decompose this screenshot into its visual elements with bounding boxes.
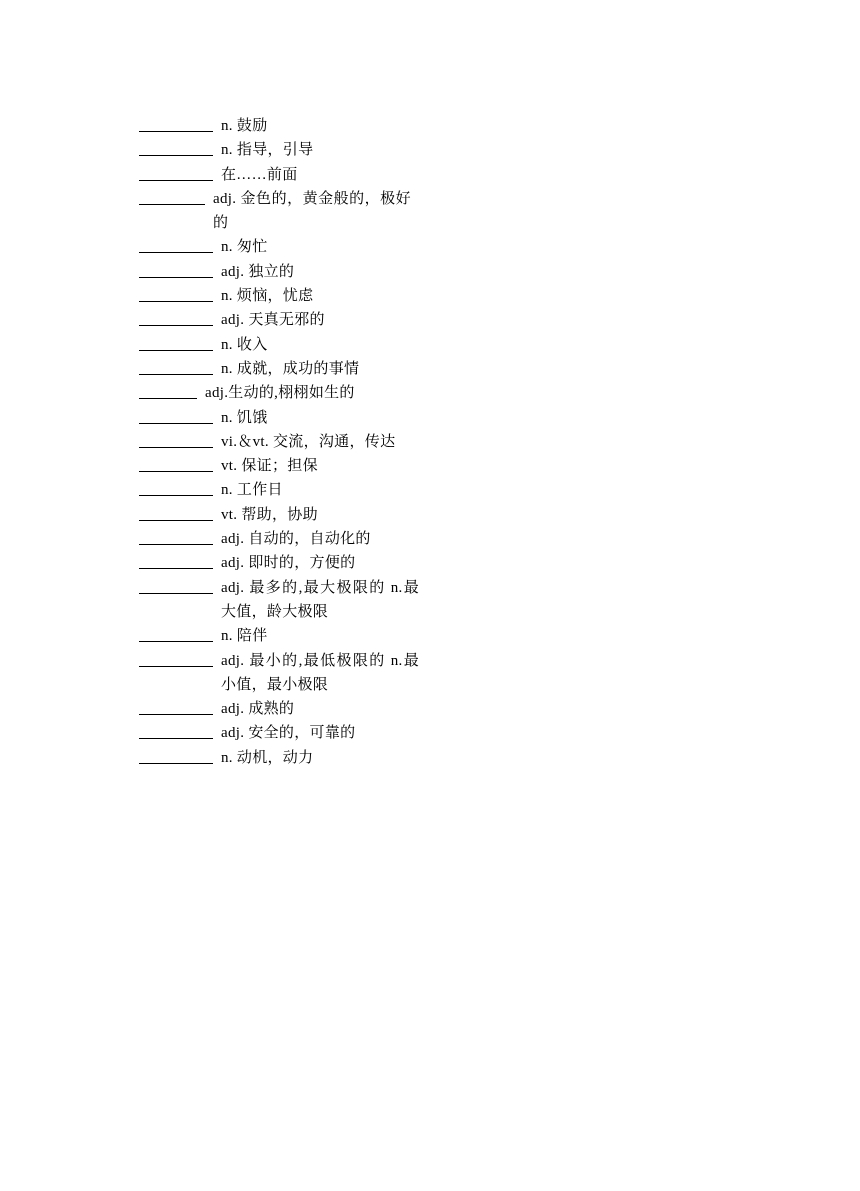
- definition: vt. 帮助，协助: [221, 506, 318, 523]
- answer-blank[interactable]: [139, 204, 205, 205]
- list-item: [139, 284, 429, 308]
- list-item: [139, 478, 429, 502]
- answer-blank[interactable]: [139, 520, 213, 521]
- definition: adj. 安全的，可靠的: [221, 725, 356, 742]
- list-item: [139, 527, 429, 551]
- definition: adj. 成熟的: [221, 701, 295, 718]
- list-item: [139, 163, 429, 187]
- list-item: [139, 114, 429, 138]
- answer-blank[interactable]: [139, 180, 213, 181]
- definition: n. 指导，引导: [221, 142, 314, 159]
- definition: n. 鼓励: [221, 118, 268, 134]
- definition: adj. 自动的，自动化的: [221, 531, 371, 548]
- list-item: [139, 551, 429, 575]
- definition: adj. 最多的,最大极限的 n.最大值，龄大极限: [221, 579, 419, 620]
- list-item: [139, 333, 429, 357]
- list-item: [139, 260, 429, 284]
- answer-blank[interactable]: [139, 398, 197, 399]
- definition: n. 动机，动力: [221, 749, 314, 766]
- answer-blank[interactable]: [139, 544, 213, 545]
- list-item: [139, 430, 429, 454]
- answer-blank[interactable]: [139, 301, 213, 302]
- definition: n. 收入: [221, 336, 268, 353]
- list-item: [139, 381, 429, 405]
- definition: adj.生动的,栩栩如生的: [205, 385, 355, 402]
- answer-blank[interactable]: [139, 325, 213, 326]
- definition: n. 工作日: [221, 482, 283, 499]
- definition: n. 成就，成功的事情: [221, 360, 360, 377]
- definition: n. 饥饿: [221, 409, 268, 426]
- list-item: [139, 138, 429, 162]
- answer-blank[interactable]: [139, 763, 213, 764]
- answer-blank[interactable]: [139, 277, 213, 278]
- list-item: [139, 576, 429, 625]
- list-item: [139, 187, 429, 236]
- answer-blank[interactable]: [139, 423, 213, 424]
- list-item: [139, 357, 429, 381]
- answer-blank[interactable]: [139, 131, 213, 132]
- answer-blank[interactable]: [139, 252, 213, 253]
- list-item: [139, 746, 429, 770]
- answer-blank[interactable]: [139, 714, 213, 715]
- list-item: [139, 649, 429, 698]
- answer-blank[interactable]: [139, 471, 213, 472]
- vocabulary-list: [139, 114, 429, 770]
- list-item: [139, 624, 429, 648]
- answer-blank[interactable]: [139, 666, 213, 667]
- definition: adj. 独立的: [221, 263, 295, 280]
- definition: adj. 最小的,最低极限的 n.最小值，最小极限: [221, 652, 419, 693]
- list-item: [139, 454, 429, 478]
- definition: adj. 金色的，黄金般的，极好的: [213, 190, 411, 232]
- definition: n. 烦恼，忧虑: [221, 288, 314, 305]
- answer-blank[interactable]: [139, 568, 213, 569]
- list-item: [139, 308, 429, 332]
- definition: vt. 保证；担保: [221, 458, 318, 475]
- answer-blank[interactable]: [139, 495, 213, 496]
- list-item: [139, 697, 429, 721]
- definition: vi.＆vt. 交流，沟通，传达: [221, 433, 396, 450]
- answer-blank[interactable]: [139, 155, 213, 156]
- answer-blank[interactable]: [139, 593, 213, 594]
- list-item: [139, 235, 429, 259]
- answer-blank[interactable]: [139, 641, 213, 642]
- answer-blank[interactable]: [139, 447, 213, 448]
- definition: adj. 即时的，方便的: [221, 555, 356, 572]
- definition: n. 陪伴: [221, 628, 268, 645]
- definition: adj. 天真无邪的: [221, 312, 325, 329]
- definition: 在……前面: [221, 166, 298, 183]
- list-item: [139, 406, 429, 430]
- answer-blank[interactable]: [139, 374, 213, 375]
- answer-blank[interactable]: [139, 738, 213, 739]
- list-item: [139, 721, 429, 745]
- list-item: [139, 503, 429, 527]
- definition: n. 匆忙: [221, 239, 268, 256]
- answer-blank[interactable]: [139, 350, 213, 351]
